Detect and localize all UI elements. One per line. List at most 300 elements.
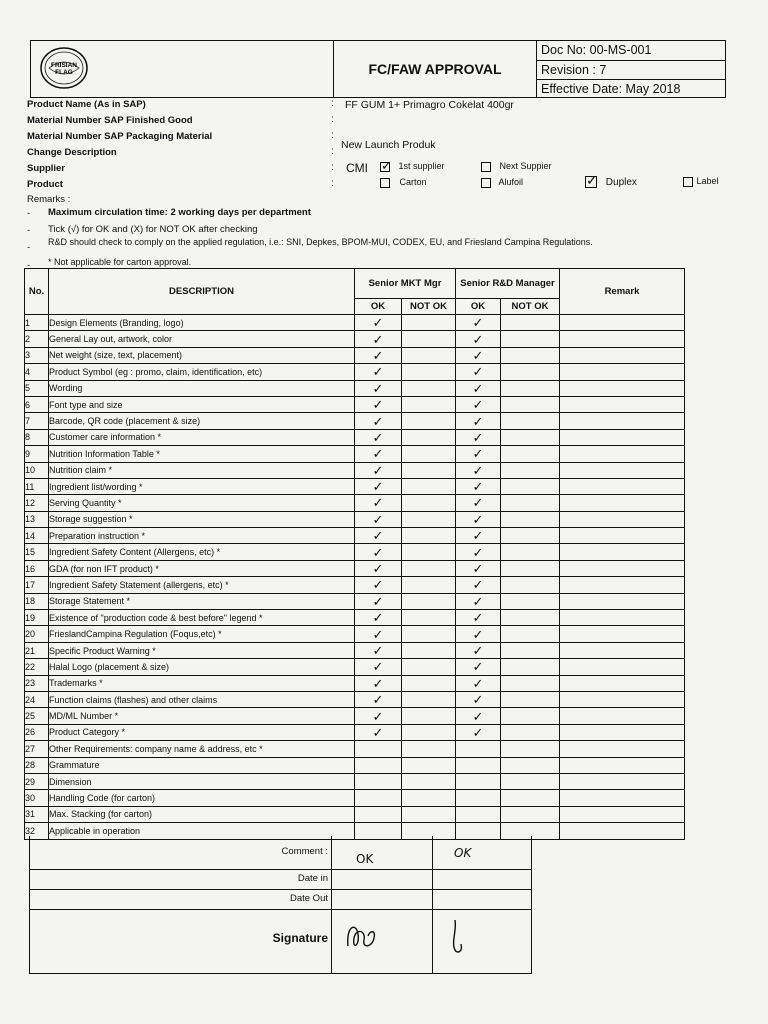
row-remark-cell <box>560 773 685 789</box>
mkt-notok-cell <box>402 495 456 511</box>
rnd-ok-cell: ✓ <box>456 724 501 740</box>
row-description: Product Category * <box>49 724 355 740</box>
table-row <box>25 790 685 806</box>
rnd-notok-cell <box>501 790 560 806</box>
rnd-ok-cell <box>456 773 501 789</box>
rnd-ok-cell: ✓ <box>456 364 501 380</box>
table-row <box>25 560 685 576</box>
document-header <box>30 40 726 98</box>
row-number: 7 <box>25 413 49 429</box>
mkt-notok-cell <box>402 708 456 724</box>
col-no-header: No. <box>25 269 49 315</box>
row-number: 19 <box>25 610 49 626</box>
row-number: 24 <box>25 691 49 707</box>
col-rnd-header: Senior R&D Manager <box>456 269 560 299</box>
row-number: 26 <box>25 724 49 740</box>
table-row <box>25 642 685 658</box>
row-remark-cell <box>560 691 685 707</box>
rnd-notok-cell <box>501 462 560 478</box>
row-remark-cell <box>560 495 685 511</box>
rnd-ok-cell: ✓ <box>456 413 501 429</box>
mkt-notok-header: NOT OK <box>402 299 456 315</box>
row-remark-cell <box>560 528 685 544</box>
row-description: Nutrition Information Table * <box>49 446 355 462</box>
mkt-notok-cell <box>402 511 456 527</box>
doc-number: Doc No: 00-MS-001 <box>541 43 652 57</box>
rnd-ok-cell: ✓ <box>456 593 501 609</box>
row-description: Wording <box>49 380 355 396</box>
table-row <box>25 364 685 380</box>
row-number: 5 <box>25 380 49 396</box>
mkt-notok-cell <box>402 478 456 494</box>
row-description: Ingredient Safety Content (Allergens, etc) * <box>49 544 355 560</box>
mkt-notok-cell <box>402 462 456 478</box>
table-row <box>25 413 685 429</box>
row-remark-cell <box>560 331 685 347</box>
rnd-ok-cell: ✓ <box>456 396 501 412</box>
comment-label: Comment : <box>281 846 328 857</box>
rnd-ok-cell: ✓ <box>456 675 501 691</box>
table-row <box>25 806 685 822</box>
date-in-label: Date in <box>297 873 328 884</box>
mkt-notok-cell <box>402 446 456 462</box>
rnd-notok-cell <box>501 642 560 658</box>
rnd-ok-cell: ✓ <box>456 528 501 544</box>
row-number: 3 <box>25 347 49 363</box>
first-supplier-label: 1st supplier <box>398 161 445 171</box>
row-remark-cell <box>560 757 685 773</box>
alufoil-checkbox <box>481 178 491 188</box>
rnd-notok-cell <box>501 691 560 707</box>
rnd-ok-cell <box>456 741 501 757</box>
row-number: 15 <box>25 544 49 560</box>
mkt-ok-cell: ✓ <box>355 462 402 478</box>
row-description: Grammature <box>49 757 355 773</box>
row-remark-cell <box>560 380 685 396</box>
rnd-notok-cell <box>501 528 560 544</box>
remarks-heading: Remarks : <box>27 194 71 205</box>
rnd-notok-cell <box>501 741 560 757</box>
table-row <box>25 396 685 412</box>
mkt-notok-cell <box>402 560 456 576</box>
signature-label: Signature <box>272 931 328 945</box>
row-number: 11 <box>25 478 49 494</box>
mkt-ok-cell: ✓ <box>355 659 402 675</box>
rnd-notok-cell <box>501 577 560 593</box>
mkt-ok-cell: ✓ <box>355 691 402 707</box>
row-description: Storage suggestion * <box>49 511 355 527</box>
rnd-ok-cell: ✓ <box>456 495 501 511</box>
row-description: Halal Logo (placement & size) <box>49 659 355 675</box>
table-row <box>25 675 685 691</box>
row-description: Barcode, QR code (placement & size) <box>49 413 355 429</box>
mkt-notok-cell <box>402 544 456 560</box>
mkt-ok-cell: ✓ <box>355 511 402 527</box>
mkt-ok-cell: ✓ <box>355 331 402 347</box>
row-description: Serving Quantity * <box>49 495 355 511</box>
row-number: 25 <box>25 708 49 724</box>
first-supplier-option <box>380 157 445 173</box>
supplier-label: Supplier <box>27 163 66 174</box>
row-description: General Lay out, artwork, color <box>49 331 355 347</box>
row-description: GDA (for non IFT product) * <box>49 560 355 576</box>
product-name-label: Product Name (As in SAP) <box>27 99 146 110</box>
table-row <box>25 544 685 560</box>
table-row <box>25 315 685 331</box>
rnd-ok-cell: ✓ <box>456 560 501 576</box>
rnd-ok-cell: ✓ <box>456 708 501 724</box>
row-number: 1 <box>25 315 49 331</box>
row-description: Other Requirements: company name & address, etc * <box>49 741 355 757</box>
mkt-ok-cell: ✓ <box>355 347 402 363</box>
logo-cell <box>31 41 334 97</box>
remark-2: Tick (√) for OK and (X) for NOT OK after checking <box>48 224 258 235</box>
row-description: Handling Code (for carton) <box>49 790 355 806</box>
table-row <box>25 528 685 544</box>
mkt-ok-cell: ✓ <box>355 446 402 462</box>
row-remark-cell <box>560 315 685 331</box>
date-out-label: Date Out <box>289 893 328 904</box>
label-checkbox <box>683 177 693 187</box>
row-description: Nutrition claim * <box>49 462 355 478</box>
colon: : <box>331 98 334 109</box>
next-supplier-label: Next Suppier <box>499 161 552 171</box>
rnd-ok-cell: ✓ <box>456 347 501 363</box>
mkt-ok-cell: ✓ <box>355 642 402 658</box>
table-row <box>25 462 685 478</box>
rnd-ok-cell: ✓ <box>456 380 501 396</box>
remark-dash: - <box>27 225 31 236</box>
next-supplier-checkbox <box>481 162 491 172</box>
row-description: Net weight (size, text, placement) <box>49 347 355 363</box>
row-number: 27 <box>25 741 49 757</box>
mkt-notok-cell <box>402 790 456 806</box>
mkt-ok-cell <box>355 741 402 757</box>
row-remark-cell <box>560 708 685 724</box>
row-description: Specific Product Warning * <box>49 642 355 658</box>
row-remark-cell <box>560 347 685 363</box>
row-remark-cell <box>560 741 685 757</box>
approval-footer <box>29 836 532 974</box>
colon: : <box>331 146 334 157</box>
rnd-notok-cell <box>501 773 560 789</box>
remark-3: R&D should check to comply on the applied regulation, i.e.: SNI, Depkes, BPOM-MUI, CODEX, EU, and Friesland Campina Regulations. <box>48 237 593 247</box>
rnd-ok-cell <box>456 790 501 806</box>
row-number: 18 <box>25 593 49 609</box>
mkt-ok-cell <box>355 806 402 822</box>
row-remark-cell <box>560 364 685 380</box>
label-option <box>683 176 719 187</box>
mkt-ok-cell: ✓ <box>355 560 402 576</box>
mkt-ok-cell: ✓ <box>355 724 402 740</box>
rnd-notok-cell <box>501 593 560 609</box>
table-row <box>25 478 685 494</box>
mkt-notok-cell <box>402 577 456 593</box>
rnd-notok-cell <box>501 724 560 740</box>
row-description: Existence of "production code & best before" legend * <box>49 610 355 626</box>
mkt-notok-cell <box>402 429 456 445</box>
row-remark-cell <box>560 560 685 576</box>
mkt-notok-cell <box>402 757 456 773</box>
row-description: Customer care information * <box>49 429 355 445</box>
mkt-ok-cell: ✓ <box>355 364 402 380</box>
row-remark-cell <box>560 806 685 822</box>
mkt-notok-cell <box>402 347 456 363</box>
row-number: 31 <box>25 806 49 822</box>
signature-mkt <box>342 916 382 956</box>
mkt-ok-cell: ✓ <box>355 315 402 331</box>
mkt-notok-cell <box>402 528 456 544</box>
remark-1: Maximum circulation time: 2 working days per department <box>48 207 311 218</box>
table-row <box>25 593 685 609</box>
row-description: Applicable in operation <box>49 823 355 839</box>
rnd-notok-cell <box>501 544 560 560</box>
colon: : <box>331 178 334 189</box>
mkt-notok-cell <box>402 593 456 609</box>
mkt-ok-cell: ✓ <box>355 610 402 626</box>
duplex-option <box>585 172 637 188</box>
row-number: 21 <box>25 642 49 658</box>
mkt-ok-cell: ✓ <box>355 380 402 396</box>
rnd-notok-cell <box>501 347 560 363</box>
mkt-notok-cell <box>402 380 456 396</box>
row-remark-cell <box>560 429 685 445</box>
row-remark-cell <box>560 724 685 740</box>
row-remark-cell <box>560 511 685 527</box>
rnd-ok-cell <box>456 806 501 822</box>
carton-option <box>380 177 427 188</box>
product-label: Product <box>27 179 63 190</box>
supplier-value: CMI <box>346 161 368 175</box>
mkt-ok-cell: ✓ <box>355 544 402 560</box>
rnd-notok-cell <box>501 315 560 331</box>
mkt-notok-cell <box>402 396 456 412</box>
mkt-notok-cell <box>402 642 456 658</box>
mkt-notok-cell <box>402 691 456 707</box>
table-row <box>25 610 685 626</box>
mkt-notok-cell <box>402 806 456 822</box>
mkt-notok-cell <box>402 413 456 429</box>
rnd-ok-cell: ✓ <box>456 331 501 347</box>
frisian-flag-logo <box>39 46 89 90</box>
product-name-value: FF GUM 1+ Primagro Cokelat 400gr <box>345 99 514 111</box>
remark-dash: - <box>27 208 31 219</box>
row-description: FrieslandCampina Regulation (Foqus,etc) * <box>49 626 355 642</box>
mkt-ok-cell: ✓ <box>355 413 402 429</box>
table-row <box>25 446 685 462</box>
carton-checkbox <box>380 178 390 188</box>
rnd-ok-cell: ✓ <box>456 577 501 593</box>
svg-text:FLAG: FLAG <box>55 69 73 76</box>
row-number: 30 <box>25 790 49 806</box>
material-fg-label: Material Number SAP Finished Good <box>27 115 193 126</box>
rnd-notok-cell <box>501 478 560 494</box>
mkt-ok-cell: ✓ <box>355 528 402 544</box>
material-pm-label: Material Number SAP Packaging Material <box>27 131 213 142</box>
rnd-notok-cell <box>501 495 560 511</box>
table-row <box>25 757 685 773</box>
mkt-notok-cell <box>402 626 456 642</box>
label-label: Label <box>696 176 719 186</box>
table-row <box>25 495 685 511</box>
remark-dash: - <box>27 242 31 253</box>
rnd-ok-cell: ✓ <box>456 446 501 462</box>
alufoil-option <box>481 177 523 188</box>
rnd-ok-cell: ✓ <box>456 511 501 527</box>
table-row <box>25 380 685 396</box>
row-number: 17 <box>25 577 49 593</box>
row-remark-cell <box>560 659 685 675</box>
table-row <box>25 773 685 789</box>
row-remark-cell <box>560 823 685 839</box>
row-number: 8 <box>25 429 49 445</box>
carton-label: Carton <box>399 177 427 187</box>
rnd-notok-cell <box>501 331 560 347</box>
table-row <box>25 708 685 724</box>
next-supplier-option <box>481 161 552 172</box>
row-remark-cell <box>560 577 685 593</box>
mkt-notok-cell <box>402 773 456 789</box>
rnd-notok-cell <box>501 364 560 380</box>
table-row <box>25 659 685 675</box>
row-remark-cell <box>560 610 685 626</box>
rnd-notok-cell <box>501 675 560 691</box>
colon: : <box>331 162 334 173</box>
table-row <box>25 331 685 347</box>
rnd-notok-cell <box>501 380 560 396</box>
mkt-notok-cell <box>402 331 456 347</box>
mkt-ok-cell: ✓ <box>355 593 402 609</box>
table-row <box>25 577 685 593</box>
mkt-notok-cell <box>402 724 456 740</box>
remark-dash: - <box>27 260 31 271</box>
rnd-ok-cell: ✓ <box>456 429 501 445</box>
rnd-notok-cell <box>501 446 560 462</box>
row-number: 12 <box>25 495 49 511</box>
rnd-notok-cell <box>501 806 560 822</box>
rnd-ok-cell: ✓ <box>456 659 501 675</box>
table-row <box>25 347 685 363</box>
duplex-checkbox: ✓ <box>586 172 598 188</box>
comment-rnd: OK <box>454 846 472 860</box>
revision: Revision : 7 <box>537 60 725 79</box>
rnd-ok-cell: ✓ <box>456 478 501 494</box>
row-number: 29 <box>25 773 49 789</box>
col-mkt-header: Senior MKT Mgr <box>355 269 456 299</box>
row-number: 23 <box>25 675 49 691</box>
alufoil-label: Alufoil <box>498 177 524 187</box>
mkt-ok-header: OK <box>355 299 402 315</box>
mkt-ok-cell <box>355 773 402 789</box>
effective-date: Effective Date: May 2018 <box>537 79 725 98</box>
rnd-notok-cell <box>501 413 560 429</box>
rnd-notok-cell <box>501 708 560 724</box>
rnd-ok-cell: ✓ <box>456 462 501 478</box>
colon: : <box>331 114 334 125</box>
row-remark-cell <box>560 462 685 478</box>
row-remark-cell <box>560 593 685 609</box>
mkt-ok-cell: ✓ <box>355 429 402 445</box>
mkt-ok-cell: ✓ <box>355 495 402 511</box>
mkt-ok-cell: ✓ <box>355 396 402 412</box>
mkt-ok-cell <box>355 790 402 806</box>
row-description: Ingredient Safety Statement (allergens, etc) * <box>49 577 355 593</box>
row-remark-cell <box>560 446 685 462</box>
row-number: 6 <box>25 396 49 412</box>
rnd-ok-cell: ✓ <box>456 626 501 642</box>
rnd-notok-cell <box>501 511 560 527</box>
row-description: Ingredient list/wording * <box>49 478 355 494</box>
mkt-ok-cell: ✓ <box>355 478 402 494</box>
row-description: Design Elements (Branding, logo) <box>49 315 355 331</box>
table-row <box>25 429 685 445</box>
row-description: Function claims (flashes) and other claims <box>49 691 355 707</box>
row-number: 22 <box>25 659 49 675</box>
table-row <box>25 724 685 740</box>
mkt-notok-cell <box>402 364 456 380</box>
mkt-ok-cell: ✓ <box>355 675 402 691</box>
row-number: 14 <box>25 528 49 544</box>
change-description-label: Change Description <box>27 147 117 158</box>
checklist-table <box>24 268 684 840</box>
mkt-ok-cell: ✓ <box>355 708 402 724</box>
row-description: Trademarks * <box>49 675 355 691</box>
duplex-label: Duplex <box>605 176 637 188</box>
row-remark-cell <box>560 544 685 560</box>
rnd-notok-header: NOT OK <box>501 299 560 315</box>
doc-meta <box>537 41 725 97</box>
row-remark-cell <box>560 642 685 658</box>
rnd-ok-cell: ✓ <box>456 691 501 707</box>
rnd-notok-cell <box>501 560 560 576</box>
change-description-value: New Launch Produk <box>341 139 436 151</box>
rnd-notok-cell <box>501 396 560 412</box>
row-description: Dimension <box>49 773 355 789</box>
table-row <box>25 691 685 707</box>
row-description: MD/ML Number * <box>49 708 355 724</box>
remark-4: * Not applicable for carton approval. <box>48 257 192 267</box>
row-number: 9 <box>25 446 49 462</box>
first-supplier-checkbox: ✓ <box>381 157 392 173</box>
row-number: 10 <box>25 462 49 478</box>
row-description: Max. Stacking (for carton) <box>49 806 355 822</box>
row-description: Font type and size <box>49 396 355 412</box>
mkt-notok-cell <box>402 610 456 626</box>
mkt-notok-cell <box>402 315 456 331</box>
rnd-notok-cell <box>501 757 560 773</box>
rnd-notok-cell <box>501 626 560 642</box>
row-remark-cell <box>560 790 685 806</box>
row-remark-cell <box>560 626 685 642</box>
mkt-notok-cell <box>402 741 456 757</box>
row-description: Product Symbol (eg : promo, claim, identification, etc) <box>49 364 355 380</box>
rnd-ok-header: OK <box>456 299 501 315</box>
row-remark-cell <box>560 478 685 494</box>
row-remark-cell <box>560 396 685 412</box>
rnd-notok-cell <box>501 610 560 626</box>
rnd-ok-cell: ✓ <box>456 610 501 626</box>
row-number: 13 <box>25 511 49 527</box>
form-title: FC/FAW APPROVAL <box>334 41 537 97</box>
col-description-header: DESCRIPTION <box>49 269 355 315</box>
row-number: 20 <box>25 626 49 642</box>
row-remark-cell <box>560 413 685 429</box>
table-row <box>25 511 685 527</box>
row-number: 4 <box>25 364 49 380</box>
row-description: Storage Statement * <box>49 593 355 609</box>
row-number: 32 <box>25 823 49 839</box>
row-number: 28 <box>25 757 49 773</box>
